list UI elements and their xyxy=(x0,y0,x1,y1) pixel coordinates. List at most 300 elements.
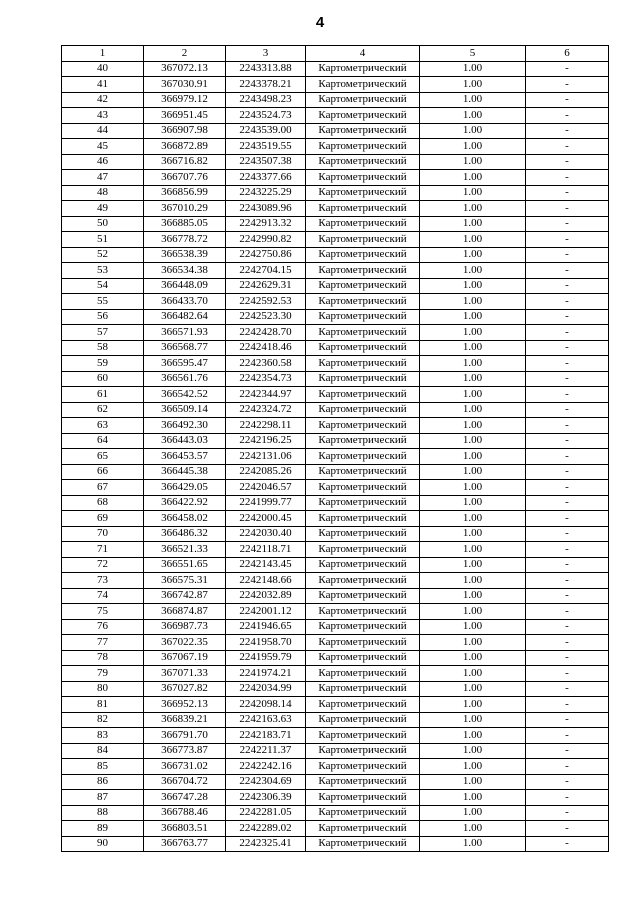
y-coordinate-cell: 2242325.41 xyxy=(226,836,306,852)
description-cell: - xyxy=(526,728,609,744)
method-cell: Картометрический xyxy=(306,309,420,325)
method-cell: Картометрический xyxy=(306,836,420,852)
y-coordinate-cell: 2243519.55 xyxy=(226,139,306,155)
y-coordinate-cell: 2242289.02 xyxy=(226,821,306,837)
accuracy-cell: 1.00 xyxy=(420,356,526,372)
y-coordinate-cell: 2242304.69 xyxy=(226,774,306,790)
x-coordinate-cell: 366987.73 xyxy=(144,619,226,635)
accuracy-cell: 1.00 xyxy=(420,712,526,728)
description-cell: - xyxy=(526,201,609,217)
y-coordinate-cell: 2242000.45 xyxy=(226,511,306,527)
method-cell: Картометрический xyxy=(306,681,420,697)
point-number-cell: 58 xyxy=(62,340,144,356)
table-row xyxy=(62,604,609,620)
method-cell: Картометрический xyxy=(306,619,420,635)
y-coordinate-cell: 2242211.37 xyxy=(226,743,306,759)
y-coordinate-cell: 2242913.32 xyxy=(226,216,306,232)
accuracy-cell: 1.00 xyxy=(420,340,526,356)
method-cell: Картометрический xyxy=(306,356,420,372)
x-coordinate-cell: 366429.05 xyxy=(144,480,226,496)
accuracy-cell: 1.00 xyxy=(420,480,526,496)
description-cell: - xyxy=(526,356,609,372)
y-coordinate-cell: 2242354.73 xyxy=(226,371,306,387)
accuracy-cell: 1.00 xyxy=(420,619,526,635)
x-coordinate-cell: 366521.33 xyxy=(144,542,226,558)
x-coordinate-cell: 366874.87 xyxy=(144,604,226,620)
accuracy-cell: 1.00 xyxy=(420,836,526,852)
point-number-cell: 76 xyxy=(62,619,144,635)
header-cell-3: 3 xyxy=(226,46,306,62)
accuracy-cell: 1.00 xyxy=(420,232,526,248)
point-number-cell: 78 xyxy=(62,650,144,666)
point-number-cell: 84 xyxy=(62,743,144,759)
point-number-cell: 49 xyxy=(62,201,144,217)
point-number-cell: 56 xyxy=(62,309,144,325)
description-cell: - xyxy=(526,650,609,666)
method-cell: Картометрический xyxy=(306,433,420,449)
accuracy-cell: 1.00 xyxy=(420,728,526,744)
method-cell: Картометрический xyxy=(306,340,420,356)
point-number-cell: 87 xyxy=(62,790,144,806)
accuracy-cell: 1.00 xyxy=(420,77,526,93)
method-cell: Картометрический xyxy=(306,666,420,682)
table-row xyxy=(62,263,609,279)
point-number-cell: 60 xyxy=(62,371,144,387)
description-cell: - xyxy=(526,588,609,604)
y-coordinate-cell: 2242298.11 xyxy=(226,418,306,434)
y-coordinate-cell: 2242098.14 xyxy=(226,697,306,713)
point-number-cell: 52 xyxy=(62,247,144,263)
description-cell: - xyxy=(526,170,609,186)
accuracy-cell: 1.00 xyxy=(420,263,526,279)
description-cell: - xyxy=(526,681,609,697)
table-body xyxy=(62,61,609,852)
accuracy-cell: 1.00 xyxy=(420,371,526,387)
table-row xyxy=(62,573,609,589)
description-cell: - xyxy=(526,557,609,573)
accuracy-cell: 1.00 xyxy=(420,542,526,558)
point-number-cell: 79 xyxy=(62,666,144,682)
method-cell: Картометрический xyxy=(306,805,420,821)
accuracy-cell: 1.00 xyxy=(420,464,526,480)
point-number-cell: 41 xyxy=(62,77,144,93)
x-coordinate-cell: 366747.28 xyxy=(144,790,226,806)
table-row xyxy=(62,836,609,852)
description-cell: - xyxy=(526,449,609,465)
table-row xyxy=(62,588,609,604)
x-coordinate-cell: 366839.21 xyxy=(144,712,226,728)
method-cell: Картометрический xyxy=(306,154,420,170)
x-coordinate-cell: 366568.77 xyxy=(144,340,226,356)
description-cell: - xyxy=(526,759,609,775)
accuracy-cell: 1.00 xyxy=(420,697,526,713)
description-cell: - xyxy=(526,573,609,589)
y-coordinate-cell: 2243524.73 xyxy=(226,108,306,124)
x-coordinate-cell: 366561.76 xyxy=(144,371,226,387)
accuracy-cell: 1.00 xyxy=(420,681,526,697)
x-coordinate-cell: 366492.30 xyxy=(144,418,226,434)
method-cell: Картометрический xyxy=(306,294,420,310)
point-number-cell: 67 xyxy=(62,480,144,496)
point-number-cell: 89 xyxy=(62,821,144,837)
table-row xyxy=(62,61,609,77)
y-coordinate-cell: 2243089.96 xyxy=(226,201,306,217)
description-cell: - xyxy=(526,604,609,620)
table-row xyxy=(62,697,609,713)
accuracy-cell: 1.00 xyxy=(420,635,526,651)
y-coordinate-cell: 2243378.21 xyxy=(226,77,306,93)
method-cell: Картометрический xyxy=(306,495,420,511)
accuracy-cell: 1.00 xyxy=(420,216,526,232)
accuracy-cell: 1.00 xyxy=(420,418,526,434)
accuracy-cell: 1.00 xyxy=(420,278,526,294)
method-cell: Картометрический xyxy=(306,588,420,604)
table-row xyxy=(62,139,609,155)
x-coordinate-cell: 366773.87 xyxy=(144,743,226,759)
description-cell: - xyxy=(526,232,609,248)
table-row xyxy=(62,650,609,666)
x-coordinate-cell: 366731.02 xyxy=(144,759,226,775)
header-cell-1: 1 xyxy=(62,46,144,62)
point-number-cell: 62 xyxy=(62,402,144,418)
description-cell: - xyxy=(526,387,609,403)
table-row xyxy=(62,201,609,217)
y-coordinate-cell: 2242750.86 xyxy=(226,247,306,263)
header-cell-6: 6 xyxy=(526,46,609,62)
x-coordinate-cell: 366445.38 xyxy=(144,464,226,480)
point-number-cell: 44 xyxy=(62,123,144,139)
table-row xyxy=(62,495,609,511)
method-cell: Картометрический xyxy=(306,449,420,465)
description-cell: - xyxy=(526,92,609,108)
y-coordinate-cell: 2243225.29 xyxy=(226,185,306,201)
method-cell: Картометрический xyxy=(306,61,420,77)
method-cell: Картометрический xyxy=(306,185,420,201)
point-number-cell: 46 xyxy=(62,154,144,170)
y-coordinate-cell: 2242324.72 xyxy=(226,402,306,418)
accuracy-cell: 1.00 xyxy=(420,650,526,666)
method-cell: Картометрический xyxy=(306,77,420,93)
accuracy-cell: 1.00 xyxy=(420,201,526,217)
method-cell: Картометрический xyxy=(306,216,420,232)
description-cell: - xyxy=(526,418,609,434)
accuracy-cell: 1.00 xyxy=(420,805,526,821)
y-coordinate-cell: 2242418.46 xyxy=(226,340,306,356)
point-number-cell: 80 xyxy=(62,681,144,697)
method-cell: Картометрический xyxy=(306,263,420,279)
description-cell: - xyxy=(526,402,609,418)
x-coordinate-cell: 366979.12 xyxy=(144,92,226,108)
description-cell: - xyxy=(526,712,609,728)
method-cell: Картометрический xyxy=(306,232,420,248)
point-number-cell: 77 xyxy=(62,635,144,651)
x-coordinate-cell: 366482.64 xyxy=(144,309,226,325)
accuracy-cell: 1.00 xyxy=(420,743,526,759)
method-cell: Картометрический xyxy=(306,635,420,651)
x-coordinate-cell: 366952.13 xyxy=(144,697,226,713)
method-cell: Картометрический xyxy=(306,464,420,480)
y-coordinate-cell: 2241959.79 xyxy=(226,650,306,666)
table-row xyxy=(62,294,609,310)
x-coordinate-cell: 366856.99 xyxy=(144,185,226,201)
accuracy-cell: 1.00 xyxy=(420,774,526,790)
point-number-cell: 64 xyxy=(62,433,144,449)
point-number-cell: 82 xyxy=(62,712,144,728)
y-coordinate-cell: 2241974.21 xyxy=(226,666,306,682)
y-coordinate-cell: 2242131.06 xyxy=(226,449,306,465)
x-coordinate-cell: 366716.82 xyxy=(144,154,226,170)
accuracy-cell: 1.00 xyxy=(420,108,526,124)
accuracy-cell: 1.00 xyxy=(420,402,526,418)
x-coordinate-cell: 366443.03 xyxy=(144,433,226,449)
method-cell: Картометрический xyxy=(306,790,420,806)
x-coordinate-cell: 367067.19 xyxy=(144,650,226,666)
y-coordinate-cell: 2242163.63 xyxy=(226,712,306,728)
method-cell: Картометрический xyxy=(306,418,420,434)
point-number-cell: 83 xyxy=(62,728,144,744)
y-coordinate-cell: 2241958.70 xyxy=(226,635,306,651)
description-cell: - xyxy=(526,294,609,310)
table-row xyxy=(62,278,609,294)
x-coordinate-cell: 366458.02 xyxy=(144,511,226,527)
table-row xyxy=(62,790,609,806)
y-coordinate-cell: 2242046.57 xyxy=(226,480,306,496)
accuracy-cell: 1.00 xyxy=(420,588,526,604)
y-coordinate-cell: 2243539.00 xyxy=(226,123,306,139)
y-coordinate-cell: 2242344.97 xyxy=(226,387,306,403)
x-coordinate-cell: 366571.93 xyxy=(144,325,226,341)
point-number-cell: 51 xyxy=(62,232,144,248)
table-row xyxy=(62,123,609,139)
y-coordinate-cell: 2243313.88 xyxy=(226,61,306,77)
point-number-cell: 55 xyxy=(62,294,144,310)
accuracy-cell: 1.00 xyxy=(420,433,526,449)
x-coordinate-cell: 366707.76 xyxy=(144,170,226,186)
x-coordinate-cell: 366704.72 xyxy=(144,774,226,790)
table-row xyxy=(62,402,609,418)
description-cell: - xyxy=(526,433,609,449)
table-row xyxy=(62,356,609,372)
x-coordinate-cell: 366872.89 xyxy=(144,139,226,155)
table-row xyxy=(62,526,609,542)
accuracy-cell: 1.00 xyxy=(420,61,526,77)
x-coordinate-cell: 367027.82 xyxy=(144,681,226,697)
point-number-cell: 48 xyxy=(62,185,144,201)
y-coordinate-cell: 2242242.16 xyxy=(226,759,306,775)
accuracy-cell: 1.00 xyxy=(420,92,526,108)
method-cell: Картометрический xyxy=(306,697,420,713)
accuracy-cell: 1.00 xyxy=(420,526,526,542)
x-coordinate-cell: 366534.38 xyxy=(144,263,226,279)
point-number-cell: 45 xyxy=(62,139,144,155)
table-row xyxy=(62,774,609,790)
y-coordinate-cell: 2243498.23 xyxy=(226,92,306,108)
description-cell: - xyxy=(526,61,609,77)
table-row xyxy=(62,371,609,387)
method-cell: Картометрический xyxy=(306,573,420,589)
method-cell: Картометрический xyxy=(306,402,420,418)
x-coordinate-cell: 366448.09 xyxy=(144,278,226,294)
accuracy-cell: 1.00 xyxy=(420,666,526,682)
y-coordinate-cell: 2242523.30 xyxy=(226,309,306,325)
point-number-cell: 43 xyxy=(62,108,144,124)
accuracy-cell: 1.00 xyxy=(420,604,526,620)
x-coordinate-cell: 367022.35 xyxy=(144,635,226,651)
table-row xyxy=(62,666,609,682)
table-header xyxy=(62,46,609,62)
description-cell: - xyxy=(526,185,609,201)
description-cell: - xyxy=(526,340,609,356)
x-coordinate-cell: 366453.57 xyxy=(144,449,226,465)
table-row xyxy=(62,728,609,744)
header-cell-4: 4 xyxy=(306,46,420,62)
y-coordinate-cell: 2242148.66 xyxy=(226,573,306,589)
point-number-cell: 42 xyxy=(62,92,144,108)
accuracy-cell: 1.00 xyxy=(420,294,526,310)
table-row xyxy=(62,77,609,93)
table-row xyxy=(62,325,609,341)
description-cell: - xyxy=(526,805,609,821)
point-number-cell: 54 xyxy=(62,278,144,294)
description-cell: - xyxy=(526,836,609,852)
table-row xyxy=(62,542,609,558)
point-number-cell: 47 xyxy=(62,170,144,186)
accuracy-cell: 1.00 xyxy=(420,123,526,139)
x-coordinate-cell: 366486.32 xyxy=(144,526,226,542)
y-coordinate-cell: 2242001.12 xyxy=(226,604,306,620)
y-coordinate-cell: 2243377.66 xyxy=(226,170,306,186)
method-cell: Картометрический xyxy=(306,247,420,263)
table-row xyxy=(62,92,609,108)
description-cell: - xyxy=(526,216,609,232)
table-row xyxy=(62,433,609,449)
x-coordinate-cell: 367071.33 xyxy=(144,666,226,682)
table-row xyxy=(62,387,609,403)
point-number-cell: 74 xyxy=(62,588,144,604)
point-number-cell: 72 xyxy=(62,557,144,573)
y-coordinate-cell: 2242030.40 xyxy=(226,526,306,542)
table-row xyxy=(62,480,609,496)
y-coordinate-cell: 2242281.05 xyxy=(226,805,306,821)
point-number-cell: 86 xyxy=(62,774,144,790)
table-row xyxy=(62,247,609,263)
x-coordinate-cell: 366422.92 xyxy=(144,495,226,511)
x-coordinate-cell: 366538.39 xyxy=(144,247,226,263)
point-number-cell: 69 xyxy=(62,511,144,527)
x-coordinate-cell: 366778.72 xyxy=(144,232,226,248)
accuracy-cell: 1.00 xyxy=(420,139,526,155)
y-coordinate-cell: 2242592.53 xyxy=(226,294,306,310)
accuracy-cell: 1.00 xyxy=(420,495,526,511)
table-row xyxy=(62,185,609,201)
method-cell: Картометрический xyxy=(306,774,420,790)
description-cell: - xyxy=(526,697,609,713)
x-coordinate-cell: 367072.13 xyxy=(144,61,226,77)
description-cell: - xyxy=(526,480,609,496)
method-cell: Картометрический xyxy=(306,480,420,496)
x-coordinate-cell: 366575.31 xyxy=(144,573,226,589)
accuracy-cell: 1.00 xyxy=(420,790,526,806)
table-row xyxy=(62,170,609,186)
x-coordinate-cell: 367030.91 xyxy=(144,77,226,93)
method-cell: Картометрический xyxy=(306,201,420,217)
method-cell: Картометрический xyxy=(306,728,420,744)
description-cell: - xyxy=(526,526,609,542)
page-number: 4 xyxy=(315,14,325,31)
accuracy-cell: 1.00 xyxy=(420,511,526,527)
description-cell: - xyxy=(526,511,609,527)
accuracy-cell: 1.00 xyxy=(420,185,526,201)
y-coordinate-cell: 2242360.58 xyxy=(226,356,306,372)
description-cell: - xyxy=(526,542,609,558)
accuracy-cell: 1.00 xyxy=(420,309,526,325)
y-coordinate-cell: 2241946.65 xyxy=(226,619,306,635)
y-coordinate-cell: 2242085.26 xyxy=(226,464,306,480)
point-number-cell: 50 xyxy=(62,216,144,232)
x-coordinate-cell: 367010.29 xyxy=(144,201,226,217)
point-number-cell: 66 xyxy=(62,464,144,480)
description-cell: - xyxy=(526,635,609,651)
point-number-cell: 53 xyxy=(62,263,144,279)
method-cell: Картометрический xyxy=(306,387,420,403)
description-cell: - xyxy=(526,774,609,790)
coordinates-table xyxy=(61,45,609,852)
x-coordinate-cell: 366509.14 xyxy=(144,402,226,418)
method-cell: Картометрический xyxy=(306,511,420,527)
x-coordinate-cell: 366907.98 xyxy=(144,123,226,139)
table-row xyxy=(62,635,609,651)
point-number-cell: 73 xyxy=(62,573,144,589)
x-coordinate-cell: 366595.47 xyxy=(144,356,226,372)
x-coordinate-cell: 366791.70 xyxy=(144,728,226,744)
y-coordinate-cell: 2242032.89 xyxy=(226,588,306,604)
y-coordinate-cell: 2242990.82 xyxy=(226,232,306,248)
y-coordinate-cell: 2242428.70 xyxy=(226,325,306,341)
header-cell-2: 2 xyxy=(144,46,226,62)
point-number-cell: 57 xyxy=(62,325,144,341)
description-cell: - xyxy=(526,139,609,155)
y-coordinate-cell: 2242629.31 xyxy=(226,278,306,294)
point-number-cell: 40 xyxy=(62,61,144,77)
table-row xyxy=(62,154,609,170)
description-cell: - xyxy=(526,108,609,124)
header-row xyxy=(62,46,609,62)
description-cell: - xyxy=(526,77,609,93)
method-cell: Картометрический xyxy=(306,604,420,620)
point-number-cell: 71 xyxy=(62,542,144,558)
point-number-cell: 70 xyxy=(62,526,144,542)
accuracy-cell: 1.00 xyxy=(420,170,526,186)
table-row xyxy=(62,821,609,837)
accuracy-cell: 1.00 xyxy=(420,387,526,403)
method-cell: Картометрический xyxy=(306,325,420,341)
y-coordinate-cell: 2243507.38 xyxy=(226,154,306,170)
table-row xyxy=(62,464,609,480)
method-cell: Картометрический xyxy=(306,526,420,542)
y-coordinate-cell: 2242118.71 xyxy=(226,542,306,558)
table-row xyxy=(62,511,609,527)
description-cell: - xyxy=(526,309,609,325)
point-number-cell: 63 xyxy=(62,418,144,434)
description-cell: - xyxy=(526,464,609,480)
point-number-cell: 85 xyxy=(62,759,144,775)
table-row xyxy=(62,216,609,232)
point-number-cell: 81 xyxy=(62,697,144,713)
point-number-cell: 90 xyxy=(62,836,144,852)
y-coordinate-cell: 2242306.39 xyxy=(226,790,306,806)
method-cell: Картометрический xyxy=(306,759,420,775)
table-row xyxy=(62,805,609,821)
